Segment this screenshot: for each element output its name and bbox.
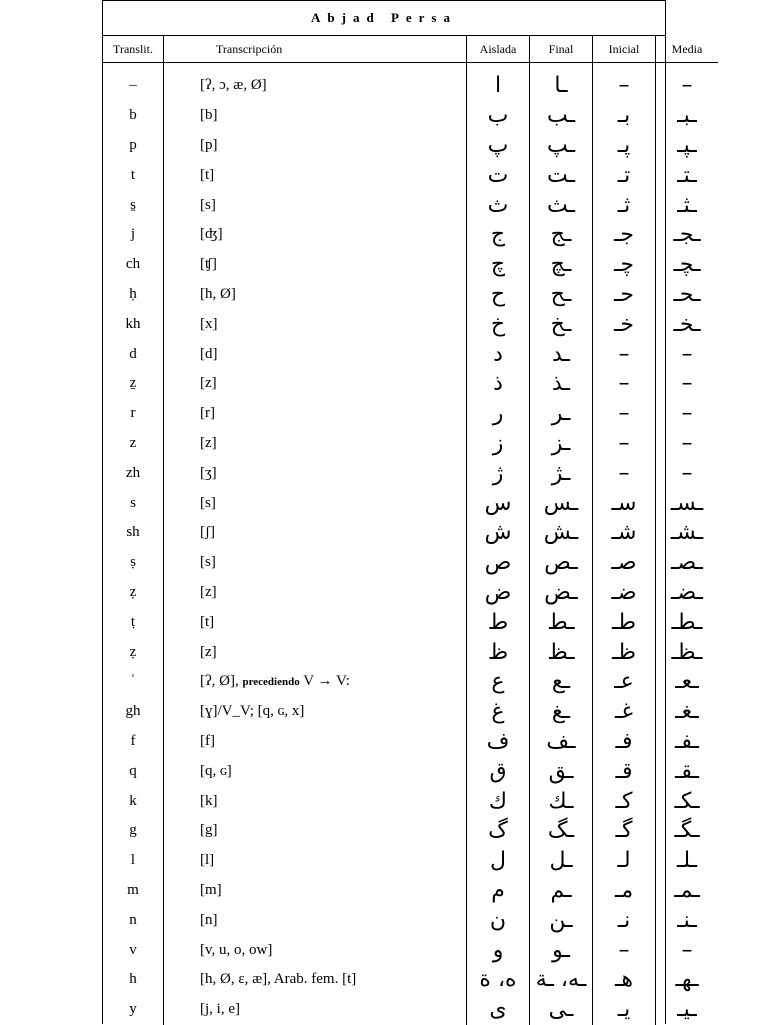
medial-form: ـچـ	[656, 250, 719, 280]
page-title: Abjad Persa	[103, 1, 665, 36]
medial-form: –	[656, 458, 719, 488]
isolated-form: ب	[467, 101, 530, 131]
table-row	[103, 667, 718, 697]
medial-form: ـتـ	[656, 160, 719, 190]
medial-form: –	[656, 369, 719, 399]
transcription-cell: [g]	[164, 816, 467, 846]
initial-form: صـ	[593, 548, 656, 578]
initial-form: –	[593, 339, 656, 369]
transcription-note: precediendo	[242, 676, 300, 689]
transcription-cell: [h, Ø, ɛ, æ], Arab. fem. [t]	[164, 965, 467, 995]
transcription-cell: [m]	[164, 876, 467, 906]
final-form: ـژ	[530, 458, 593, 488]
initial-form: قـ	[593, 756, 656, 786]
medial-form: ـظـ	[656, 637, 719, 667]
initial-form: چـ	[593, 250, 656, 280]
isolated-form: گ	[467, 816, 530, 846]
transcription-text: [ʔ, Ø],	[200, 673, 243, 690]
translit-cell: q	[129, 762, 137, 779]
initial-form: يـ	[593, 995, 656, 1025]
final-form: ـض	[530, 578, 593, 608]
transcription-cell: [x]	[164, 309, 467, 339]
final-form: ـه، ـة	[530, 965, 593, 995]
table-row	[103, 846, 718, 876]
initial-form: سـ	[593, 488, 656, 518]
header-row	[103, 36, 718, 63]
translit-cell: ẓ	[129, 643, 137, 660]
translit-cell: ḥ	[129, 285, 137, 302]
translit-cell: k	[129, 792, 137, 809]
translit-cell: s	[130, 494, 136, 511]
isolated-form: ع	[467, 667, 530, 697]
final-form: ـث	[530, 190, 593, 220]
transcription-cell: [h, Ø]	[164, 280, 467, 310]
initial-form: طـ	[593, 607, 656, 637]
isolated-form: خ	[467, 309, 530, 339]
alphabet-sheet	[102, 0, 704, 1024]
medial-form: ـشـ	[656, 518, 719, 548]
initial-form: –	[593, 399, 656, 429]
isolated-form: س	[467, 488, 530, 518]
table-row	[103, 965, 718, 995]
final-form: ـم	[530, 876, 593, 906]
isolated-form: ص	[467, 548, 530, 578]
initial-form: لـ	[593, 846, 656, 876]
final-form: ـك	[530, 786, 593, 816]
translit-cell: m	[127, 881, 139, 898]
initial-form: حـ	[593, 280, 656, 310]
initial-form: غـ	[593, 697, 656, 727]
table-row	[103, 369, 718, 399]
initial-form: ظـ	[593, 637, 656, 667]
transcription-cell: [z]	[164, 429, 467, 459]
header-initial: Inicial	[593, 36, 656, 63]
translit-cell: ch	[125, 256, 141, 273]
table-row	[103, 935, 718, 965]
final-form: ـق	[530, 756, 593, 786]
final-form: ـف	[530, 727, 593, 757]
isolated-form: ف	[467, 727, 530, 757]
transcription-cell: [b]	[164, 101, 467, 131]
translit-cell: n	[129, 911, 137, 928]
transcription-cell: [f]	[164, 727, 467, 757]
final-form: ـذ	[530, 369, 593, 399]
table-row	[103, 816, 718, 846]
transcription-cell: [ʧ]	[164, 250, 467, 280]
isolated-form: ا	[467, 63, 530, 101]
translit-cell: s̱	[130, 196, 136, 213]
translit-cell: ẕ	[129, 375, 137, 392]
medial-form: ـلـ	[656, 846, 719, 876]
medial-form: ـگـ	[656, 816, 719, 846]
final-form: ـگ	[530, 816, 593, 846]
transcription-cell: [t]	[164, 607, 467, 637]
table-row	[103, 250, 718, 280]
final-form: ـظ	[530, 637, 593, 667]
transcription-cell: [p]	[164, 131, 467, 161]
final-form: ـى	[530, 995, 593, 1025]
medial-form: ـبـ	[656, 101, 719, 131]
final-form: ـخ	[530, 309, 593, 339]
isolated-form: چ	[467, 250, 530, 280]
final-form: ـر	[530, 399, 593, 429]
translit-cell: ẓ	[129, 583, 137, 600]
medial-form: ـخـ	[656, 309, 719, 339]
transcription-cell: [z]	[164, 637, 467, 667]
initial-form: –	[593, 429, 656, 459]
isolated-form: ض	[467, 578, 530, 608]
table-row	[103, 637, 718, 667]
translit-cell: z	[129, 434, 137, 451]
isolated-form: ق	[467, 756, 530, 786]
transcription-cell: [t]	[164, 160, 467, 190]
initial-form: ثـ	[593, 190, 656, 220]
medial-form: ـهـ	[656, 965, 719, 995]
initial-form: خـ	[593, 309, 656, 339]
table-row	[103, 399, 718, 429]
table-row	[103, 697, 718, 727]
transcription-cell: [r]	[164, 399, 467, 429]
translit-cell: gh	[125, 703, 141, 720]
final-form: ـپ	[530, 131, 593, 161]
medial-form: ـصـ	[656, 548, 719, 578]
isolated-form: ل	[467, 846, 530, 876]
translit-cell: h	[129, 971, 137, 988]
transcription-cell: [ʤ]	[164, 220, 467, 250]
translit-cell: l	[130, 852, 136, 869]
medial-form: ـطـ	[656, 607, 719, 637]
final-form: ـط	[530, 607, 593, 637]
translit-cell: kh	[125, 315, 141, 332]
translit-cell: f	[130, 732, 136, 749]
isolated-form: ت	[467, 160, 530, 190]
final-form: ـو	[530, 935, 593, 965]
translit-cell: t	[130, 166, 136, 183]
final-form: ـس	[530, 488, 593, 518]
initial-form: –	[593, 458, 656, 488]
translit-cell: y	[129, 1001, 137, 1018]
initial-form: شـ	[593, 518, 656, 548]
transcription-cell: [n]	[164, 905, 467, 935]
medial-form: ـضـ	[656, 578, 719, 608]
table-body	[103, 63, 718, 1025]
isolated-form: ر	[467, 399, 530, 429]
transcription-cell: [j, i, e]	[164, 995, 467, 1025]
table-row	[103, 339, 718, 369]
translit-cell: ṭ	[130, 613, 136, 630]
final-form: ـع	[530, 667, 593, 697]
initial-form: جـ	[593, 220, 656, 250]
final-form: ـن	[530, 905, 593, 935]
table-row	[103, 727, 718, 757]
final-form: ـا	[530, 63, 593, 101]
transcription-cell: [d]	[164, 339, 467, 369]
initial-form: هـ	[593, 965, 656, 995]
medial-form: ـكـ	[656, 786, 719, 816]
table-row	[103, 876, 718, 906]
translit-cell: –	[129, 77, 137, 94]
isolated-form: ش	[467, 518, 530, 548]
final-form: ـت	[530, 160, 593, 190]
transcription-cell: [ʒ]	[164, 458, 467, 488]
initial-form: عـ	[593, 667, 656, 697]
translit-cell: ṣ	[130, 554, 136, 571]
isolated-form: ط	[467, 607, 530, 637]
final-form: ـص	[530, 548, 593, 578]
table-row	[103, 280, 718, 310]
final-form: ـح	[530, 280, 593, 310]
medial-form: ـنـ	[656, 905, 719, 935]
final-form: ـد	[530, 339, 593, 369]
translit-cell: ʿ	[130, 673, 136, 690]
initial-form: مـ	[593, 876, 656, 906]
table-row	[103, 309, 718, 339]
translit-cell: zh	[125, 464, 141, 481]
medial-form: ـجـ	[656, 220, 719, 250]
header-translit: Translit.	[103, 36, 164, 63]
header-medial: Media	[656, 36, 719, 63]
table-row	[103, 786, 718, 816]
header-transcription: Transcripción	[164, 36, 467, 63]
isolated-form: ث	[467, 190, 530, 220]
isolated-form: ذ	[467, 369, 530, 399]
medial-form: ـحـ	[656, 280, 719, 310]
transcription-tail: V → V:	[299, 673, 350, 690]
medial-form: ـعـ	[656, 667, 719, 697]
medial-form: –	[656, 63, 719, 101]
initial-form: –	[593, 935, 656, 965]
transcription-cell: [l]	[164, 846, 467, 876]
table-row	[103, 63, 718, 101]
isolated-form: غ	[467, 697, 530, 727]
header-isolated: Aislada	[467, 36, 530, 63]
isolated-form: ژ	[467, 458, 530, 488]
medial-form: –	[656, 339, 719, 369]
medial-form: ـفـ	[656, 727, 719, 757]
initial-form: بـ	[593, 101, 656, 131]
isolated-form: ح	[467, 280, 530, 310]
table-row	[103, 995, 718, 1025]
table-row	[103, 131, 718, 161]
isolated-form: ك	[467, 786, 530, 816]
medial-form: ـمـ	[656, 876, 719, 906]
initial-form: –	[593, 63, 656, 101]
table-row	[103, 607, 718, 637]
transcription-cell: [v, u, o, ow]	[164, 935, 467, 965]
isolated-form: ن	[467, 905, 530, 935]
medial-form: ـغـ	[656, 697, 719, 727]
translit-cell: r	[130, 405, 136, 422]
final-form: ـب	[530, 101, 593, 131]
initial-form: ضـ	[593, 578, 656, 608]
transcription-cell	[164, 667, 467, 697]
table-row	[103, 548, 718, 578]
medial-form: –	[656, 935, 719, 965]
alphabet-table	[103, 36, 718, 1025]
medial-form: ـقـ	[656, 756, 719, 786]
table-row	[103, 488, 718, 518]
table-row	[103, 578, 718, 608]
isolated-form: ه، ة	[467, 965, 530, 995]
transcription-cell: [z]	[164, 369, 467, 399]
table-row	[103, 220, 718, 250]
final-form: ـچ	[530, 250, 593, 280]
final-form: ـش	[530, 518, 593, 548]
final-form: ـل	[530, 846, 593, 876]
table-row	[103, 101, 718, 131]
translit-cell: p	[129, 136, 137, 153]
medial-form: –	[656, 399, 719, 429]
header-final: Final	[530, 36, 593, 63]
initial-form: كـ	[593, 786, 656, 816]
transcription-cell: [ʃ]	[164, 518, 467, 548]
translit-cell: sh	[126, 524, 140, 541]
medial-form: ـثـ	[656, 190, 719, 220]
initial-form: تـ	[593, 160, 656, 190]
isolated-form: پ	[467, 131, 530, 161]
transcription-cell: [s]	[164, 548, 467, 578]
transcription-cell: [ɣ]/V_V; [q, ɢ, x]	[164, 697, 467, 727]
translit-cell: j	[130, 226, 136, 243]
transcription-cell: [s]	[164, 488, 467, 518]
table-row	[103, 756, 718, 786]
transcription-cell: [k]	[164, 786, 467, 816]
final-form: ـز	[530, 429, 593, 459]
translit-cell: d	[129, 345, 137, 362]
isolated-form: ز	[467, 429, 530, 459]
transcription-cell: [z]	[164, 578, 467, 608]
medial-form: ـپـ	[656, 131, 719, 161]
initial-form: پـ	[593, 131, 656, 161]
isolated-form: و	[467, 935, 530, 965]
medial-form: ـيـ	[656, 995, 719, 1025]
table-row	[103, 518, 718, 548]
initial-form: گـ	[593, 816, 656, 846]
isolated-form: ظ	[467, 637, 530, 667]
transcription-cell: [q, ɢ]	[164, 756, 467, 786]
table-row	[103, 429, 718, 459]
isolated-form: ج	[467, 220, 530, 250]
isolated-form: م	[467, 876, 530, 906]
transcription-cell: [s]	[164, 190, 467, 220]
translit-cell: v	[129, 941, 137, 958]
table-row	[103, 160, 718, 190]
initial-form: –	[593, 369, 656, 399]
final-form: ـج	[530, 220, 593, 250]
transcription-cell: [ʔ, ɔ, æ, Ø]	[164, 63, 467, 101]
table-row	[103, 905, 718, 935]
translit-cell: g	[129, 822, 137, 839]
isolated-form: ى	[467, 995, 530, 1025]
medial-form: ـسـ	[656, 488, 719, 518]
translit-cell: b	[129, 107, 137, 124]
final-form: ـغ	[530, 697, 593, 727]
medial-form: –	[656, 429, 719, 459]
isolated-form: د	[467, 339, 530, 369]
table-row	[103, 190, 718, 220]
initial-form: نـ	[593, 905, 656, 935]
initial-form: فـ	[593, 727, 656, 757]
table-row	[103, 458, 718, 488]
